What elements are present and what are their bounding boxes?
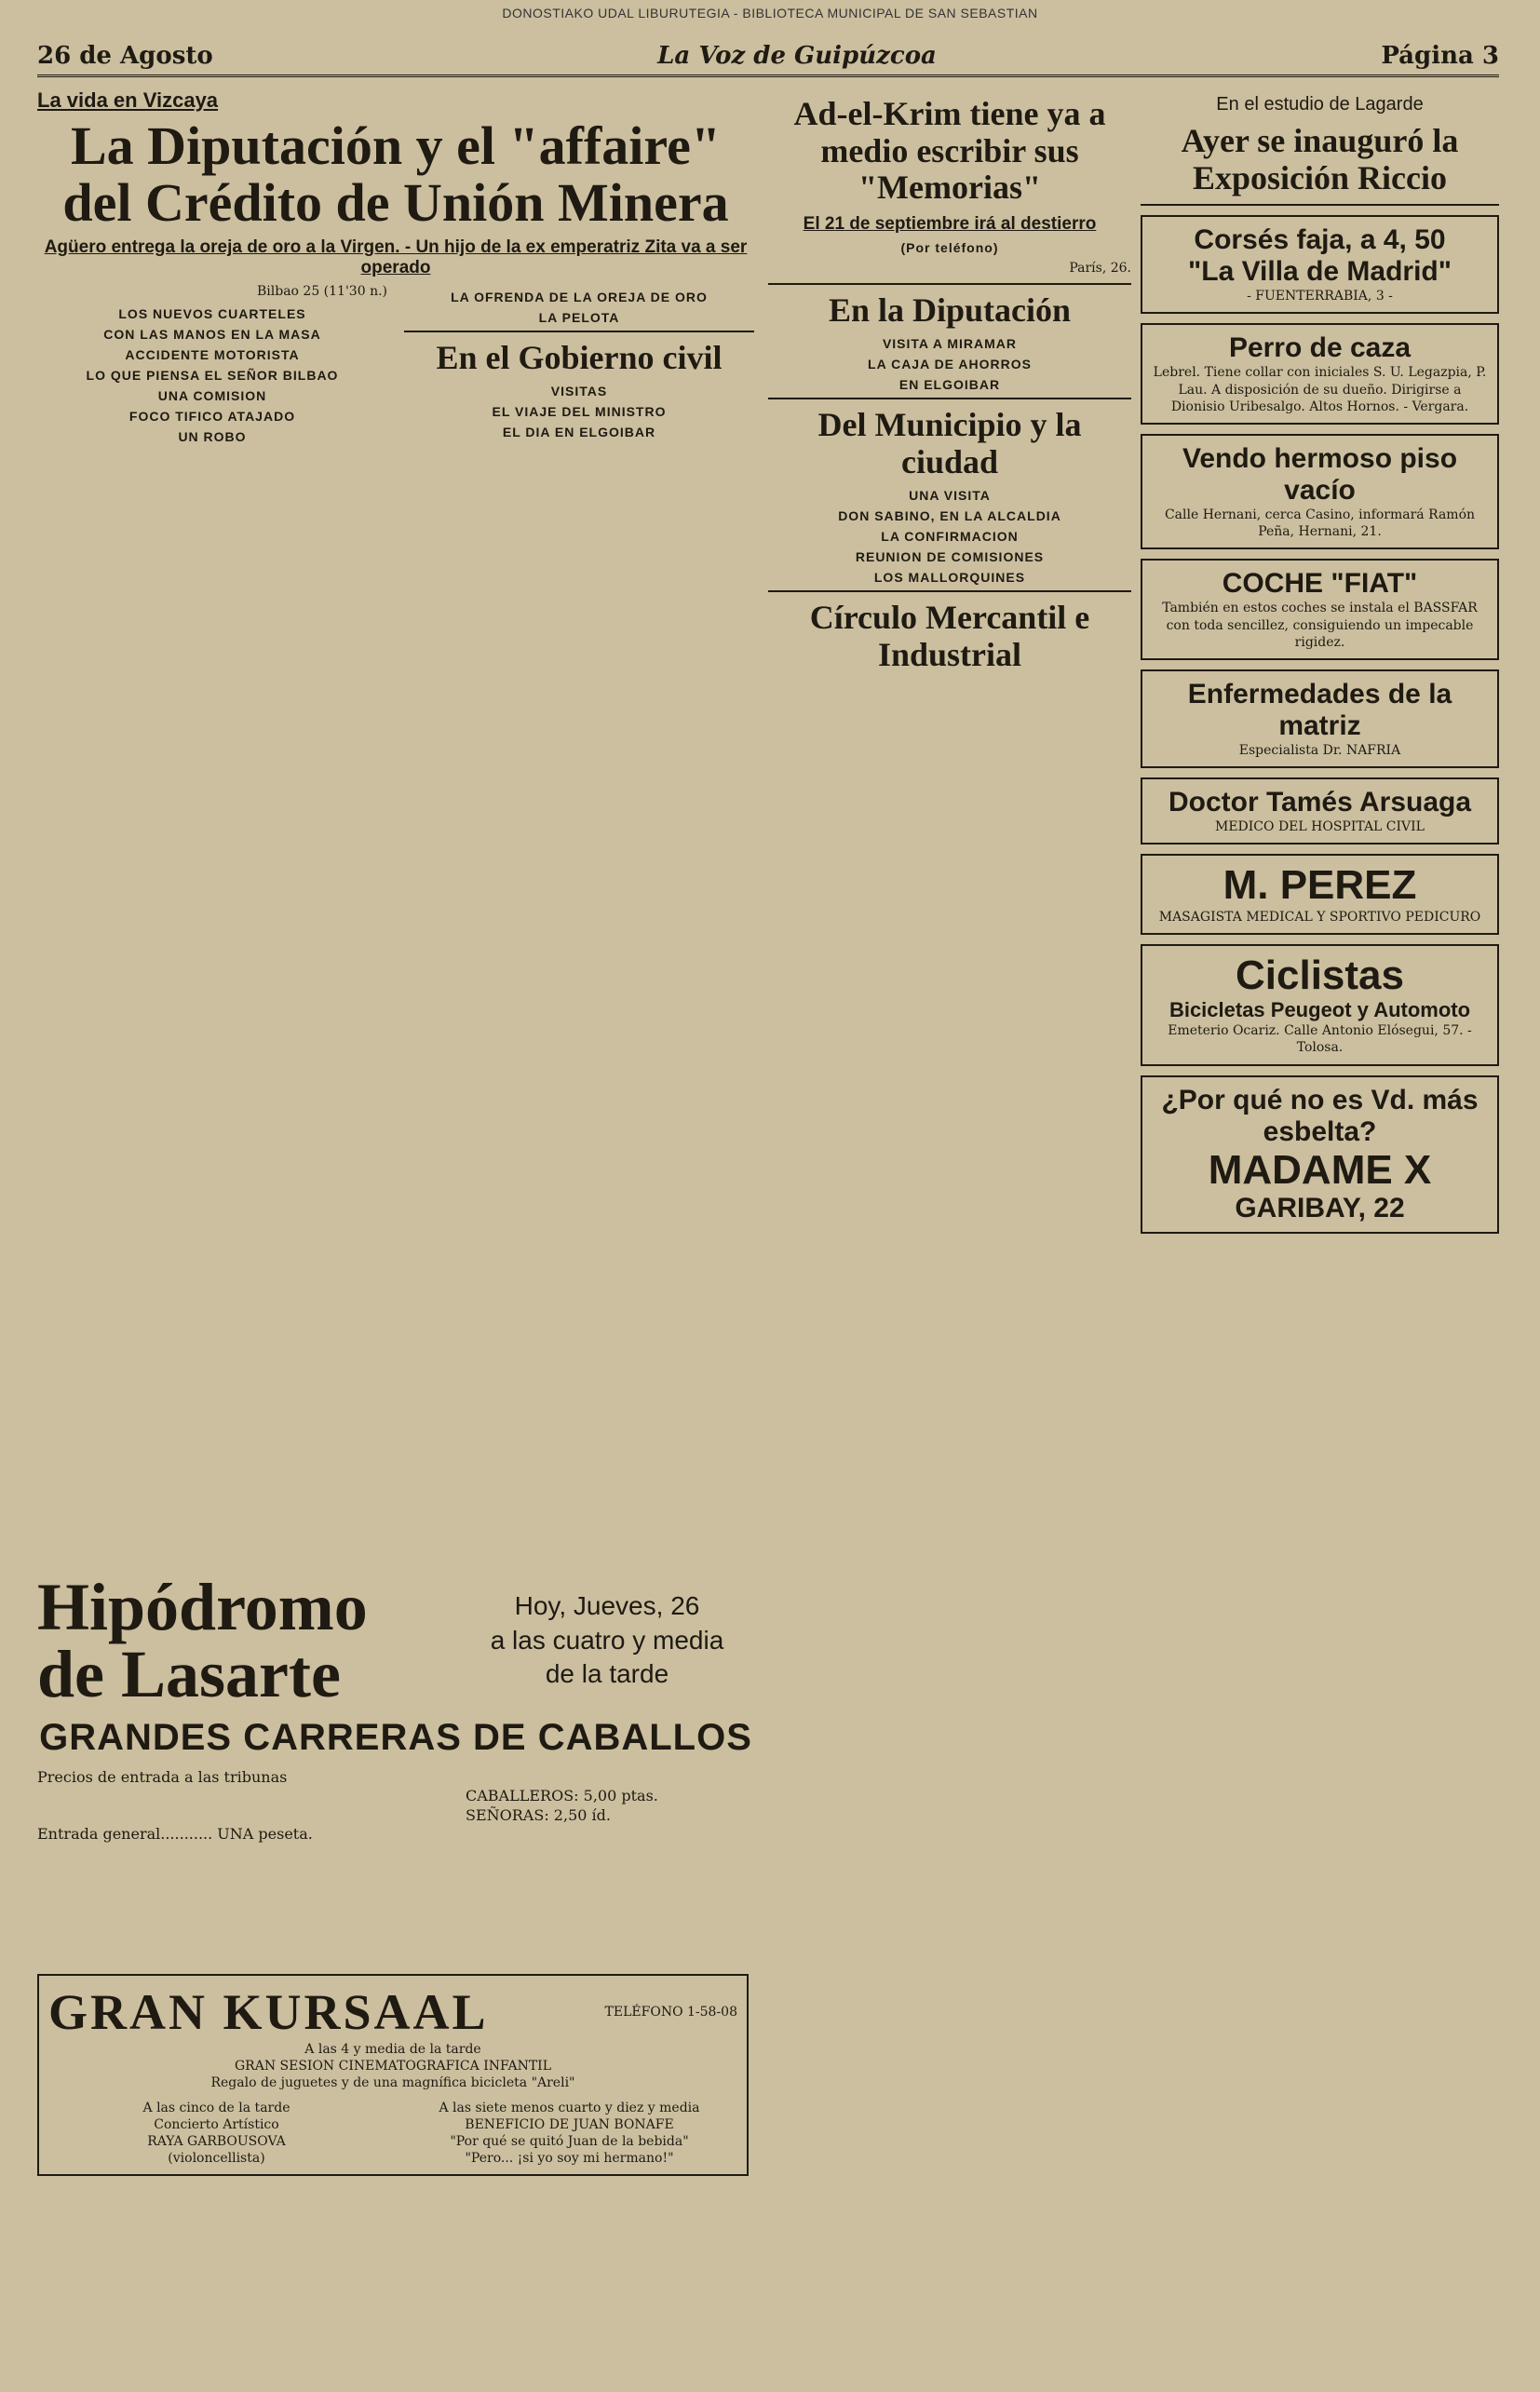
ad-text: Calle Hernani, cerca Casino, informará Ramón Peña, Hernani, 21. — [1164, 507, 1476, 540]
col2-sub: El 21 de septiembre irá al destierro — [803, 213, 1097, 234]
price-caballeros: CABALLEROS: 5,00 ptas. — [466, 1787, 658, 1805]
price-general: Entrada general........... UNA peseta. — [37, 1825, 313, 1844]
ad-title: Doctor Tamés Arsuaga — [1168, 787, 1472, 818]
col3-kicker: En el estudio de Lagarde — [1216, 94, 1424, 115]
ad-text: MEDICO DEL HOSPITAL CIVIL — [1215, 819, 1425, 835]
ad-title: Perro de caza — [1228, 332, 1412, 364]
archive-header: DONOSTIAKO UDAL LIBURUTEGIA - BIBLIOTECA MUNICIPAL DE SAN SEBASTIAN — [502, 6, 1038, 20]
ad-sub: Bicicletas Peugeot y Automoto — [1169, 998, 1471, 1022]
ad-title: COCHE "FIAT" — [1222, 568, 1418, 600]
ad-text: - FUENTERRABIA, 3 - — [1247, 289, 1393, 304]
kursaal-phone: TELÉFONO 1-58-08 — [604, 2004, 737, 2020]
kursaal-ad — [37, 1974, 749, 2176]
precios: Precios de entrada a las tribunas — [37, 1768, 288, 1786]
dateline: Bilbao 25 (11'30 n.) — [256, 283, 387, 299]
hipodromo-title: Hipódromo de Lasarte — [37, 1570, 368, 1711]
municipio-headline: Del Municipio y la ciudad — [817, 406, 1082, 480]
kursaal-line: Regalo de juguetes y de una magnífica bicicleta "Areli" — [210, 2075, 575, 2091]
col2-headline: Ad-el-Krim tiene ya a medio escribir sus "Memorias" — [793, 95, 1106, 207]
por-telefono: (Por teléfono) — [900, 239, 999, 255]
ad-text: GARIBAY, 22 — [1235, 1192, 1405, 1223]
section-head: LO QUE PIENSA EL SEÑOR BILBAO — [86, 367, 339, 383]
ad-tames — [1141, 777, 1499, 845]
article-col-b — [404, 284, 754, 450]
gobierno-headline: En el Gobierno civil — [436, 338, 723, 376]
hipodromo-time2: de la tarde — [545, 1659, 669, 1689]
diputacion-headline: En la Diputación — [828, 291, 1072, 329]
section-head: UNA COMISION — [157, 387, 267, 403]
masthead-date: 26 de Agosto — [37, 42, 213, 70]
headline: La Diputación y el "affaire" del Crédito de Unión Minera — [62, 115, 729, 233]
article-col-a — [37, 284, 387, 450]
ad-sub: "La Villa de Madrid" — [1188, 256, 1452, 288]
section-head: UNA VISITA — [909, 488, 991, 504]
kursaal-left: Concierto Artístico — [154, 2116, 279, 2132]
column-right — [1141, 88, 1499, 1243]
section-head: DON SABINO, EN LA ALCALDIA — [838, 508, 1061, 524]
kursaal-left: A las cinco de la tarde — [142, 2100, 290, 2115]
kursaal-line: GRAN SESION CINEMATOGRAFICA INFANTIL — [234, 2059, 551, 2074]
hipodromo-ad — [37, 1570, 754, 1845]
kursaal-title: GRAN KURSAAL — [48, 1984, 489, 2040]
ad-text: MASAGISTA MEDICAL Y SPORTIVO PEDICURO — [1158, 909, 1481, 925]
ad-text: Lebrel. Tiene collar con iniciales S. U. Legazpia, P. Lau. A disposición de su dueño. Dirigirse a Dionisio Uribesalgo. Altos Hornos. - Vergara. — [1153, 365, 1487, 414]
subheadline: Agüero entrega la oreja de oro a la Virgen. - Un hijo de la ex emperatriz Zita va a ser operado — [44, 236, 748, 277]
ad-title: Corsés faja, a 4, 50 — [1194, 224, 1446, 256]
ad-perro — [1141, 323, 1499, 425]
masthead-title: La Voz de Guipúzcoa — [657, 42, 937, 70]
ad-title: Vendo hermoso piso vacío — [1182, 442, 1458, 506]
ad-title: Ciclistas — [1236, 952, 1404, 998]
ad-piso — [1141, 434, 1499, 549]
section-head: CON LAS MANOS EN LA MASA — [103, 326, 321, 342]
price-senoras: SEÑORAS: 2,50 íd. — [466, 1805, 611, 1824]
kursaal-left: RAYA GARBOUSOVA — [147, 2133, 286, 2149]
section-head: REUNION DE COMISIONES — [855, 549, 1045, 565]
kursaal-right: "Pero... ¡si yo soy mi hermano!" — [465, 2151, 674, 2167]
hipodromo-when — [460, 1589, 754, 1691]
section-head: LA CAJA DE AHORROS — [868, 357, 1032, 372]
col3-headline: Ayer se inauguró la Exposición Riccio — [1181, 122, 1459, 196]
circulo-headline: Círculo Mercantil e Industrial — [809, 599, 1090, 674]
section-head: FOCO TIFICO ATAJADO — [128, 408, 296, 424]
ad-title: Enfermedades de la matriz — [1187, 678, 1452, 741]
ad-title: M. PEREZ — [1223, 862, 1417, 909]
ad-title: ¿Por qué no es Vd. más esbelta? — [1161, 1084, 1479, 1147]
dateline: París, 26. — [1069, 260, 1131, 276]
ad-fiat — [1141, 559, 1499, 660]
section-head: VISITAS — [550, 384, 608, 399]
kursaal-left: (violoncellista) — [168, 2151, 265, 2167]
section-head: LA OFRENDA DE LA OREJA DE ORO — [451, 289, 708, 304]
column-middle — [768, 88, 1131, 682]
ad-corses — [1141, 215, 1499, 314]
kursaal-right: BENEFICIO DE JUAN BONAFE — [465, 2116, 674, 2132]
section-head: LA PELOTA — [538, 309, 620, 325]
ad-perez — [1141, 854, 1499, 935]
ad-text: También en estos coches se instala el BASSFAR con toda sencillez, consiguiendo un impecable rigidez. — [1162, 601, 1478, 650]
section-head: LA CONFIRMACION — [881, 529, 1019, 545]
ad-text: Especialista Dr. NAFRIA — [1238, 742, 1401, 758]
section-head: ACCIDENTE MOTORISTA — [125, 346, 300, 362]
section-head: EL DIA EN ELGOIBAR — [502, 425, 656, 440]
article-columns — [37, 284, 754, 450]
ad-madame — [1141, 1075, 1499, 1234]
section-head: EN ELGOIBAR — [898, 377, 1001, 393]
ad-sub: MADAME X — [1208, 1146, 1432, 1193]
kicker: La vida en Vizcaya — [37, 88, 219, 112]
kursaal-right: A las siete menos cuarto y diez y media — [439, 2100, 700, 2115]
column-left — [37, 88, 754, 450]
carreras-title: GRANDES CARRERAS DE CABALLOS — [39, 1717, 752, 1758]
section-head: UN ROBO — [178, 428, 247, 444]
section-head: LOS MALLORQUINES — [873, 570, 1026, 586]
hipodromo-day: Hoy, Jueves, 26 — [514, 1591, 700, 1621]
kursaal-line: A las 4 y media de la tarde — [304, 2042, 481, 2057]
masthead-page: Página 3 — [1381, 42, 1499, 70]
section-head: EL VIAJE DEL MINISTRO — [492, 404, 667, 420]
section-head: LOS NUEVOS CUARTELES — [118, 305, 306, 321]
ad-ciclistas — [1141, 944, 1499, 1066]
ad-text: Emeterio Ocariz. Calle Antonio Elósegui, 57. - Tolosa. — [1168, 1023, 1472, 1056]
ad-matriz — [1141, 669, 1499, 768]
hipodromo-time: a las cuatro y media — [490, 1625, 724, 1655]
masthead — [37, 37, 1499, 77]
kursaal-right: "Por qué se quitó Juan de la bebida" — [450, 2133, 689, 2149]
section-head: VISITA A MIRAMAR — [882, 336, 1018, 352]
